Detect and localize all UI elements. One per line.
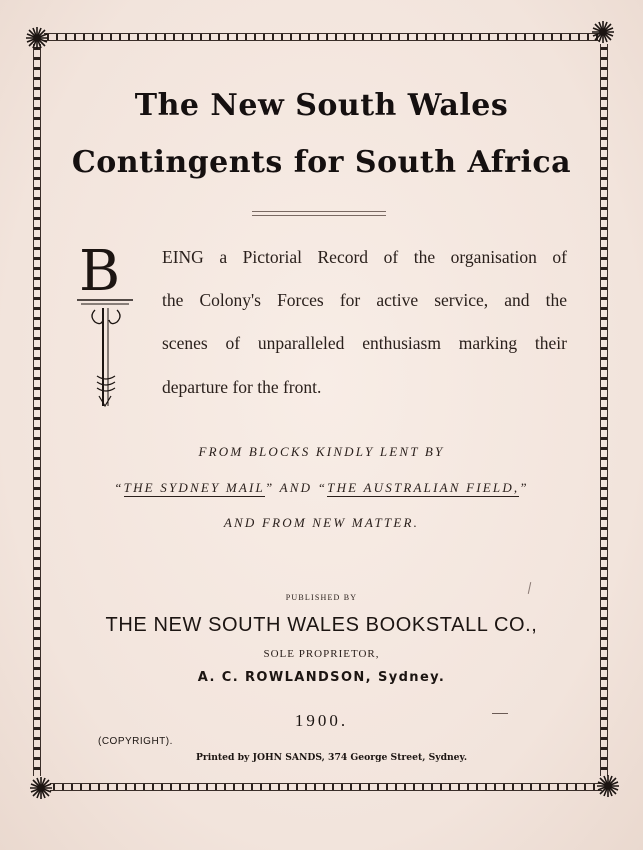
dropcap-b-icon (77, 236, 135, 416)
source-sydney-mail: THE SYDNEY MAIL (123, 480, 265, 495)
intro-line-4: departure for the front. (162, 377, 322, 397)
credits-line-3: AND FROM NEW MATTER. (223, 515, 420, 530)
title-rule (252, 211, 386, 216)
corner-ornament-icon (591, 20, 615, 44)
border-top (44, 33, 600, 41)
dropcap-ornament (77, 236, 135, 416)
sole-proprietor-label: SOLE PROPRIETOR, (263, 648, 380, 660)
corner-ornament-icon (29, 776, 53, 800)
close-quote: ” (519, 480, 529, 495)
credits-line-2 (0, 480, 643, 496)
intro-line-3: scenes of unparalleled enthusiasm marking their (162, 333, 567, 353)
intro-line-1: EING a Pictorial Record of the organisation of (162, 247, 567, 267)
proprietor-name: A. C. ROWLANDSON, Sydney. (197, 670, 446, 685)
border-bottom (50, 783, 602, 791)
source-australian-field: THE AUSTRALIAN FIELD, (327, 480, 520, 495)
svg-text:B: B (79, 239, 121, 304)
copyright-notice: (COPYRIGHT). (98, 736, 173, 747)
credits-and: ” AND “ (265, 480, 328, 495)
corner-ornament-icon (596, 774, 620, 798)
publisher-name: THE NEW SOUTH WALES BOOKSTALL CO., (105, 614, 538, 636)
printer-credit: Printed by JOHN SANDS, 374 George Street, Sydney. (196, 752, 468, 763)
published-by: PUBLISHED BY (285, 593, 358, 602)
page-title-line-2: Contingents for South Africa (71, 145, 572, 180)
publication-year: 1900. (294, 711, 349, 730)
intro-line-2: the Colony's Forces for active service, and the (162, 290, 567, 310)
page-title-line-1: The New South Wales (134, 88, 509, 123)
open-quote: “ (114, 480, 124, 495)
credits-line-1: FROM BLOCKS KINDLY LENT BY (198, 444, 445, 459)
corner-ornament-icon (25, 26, 49, 50)
